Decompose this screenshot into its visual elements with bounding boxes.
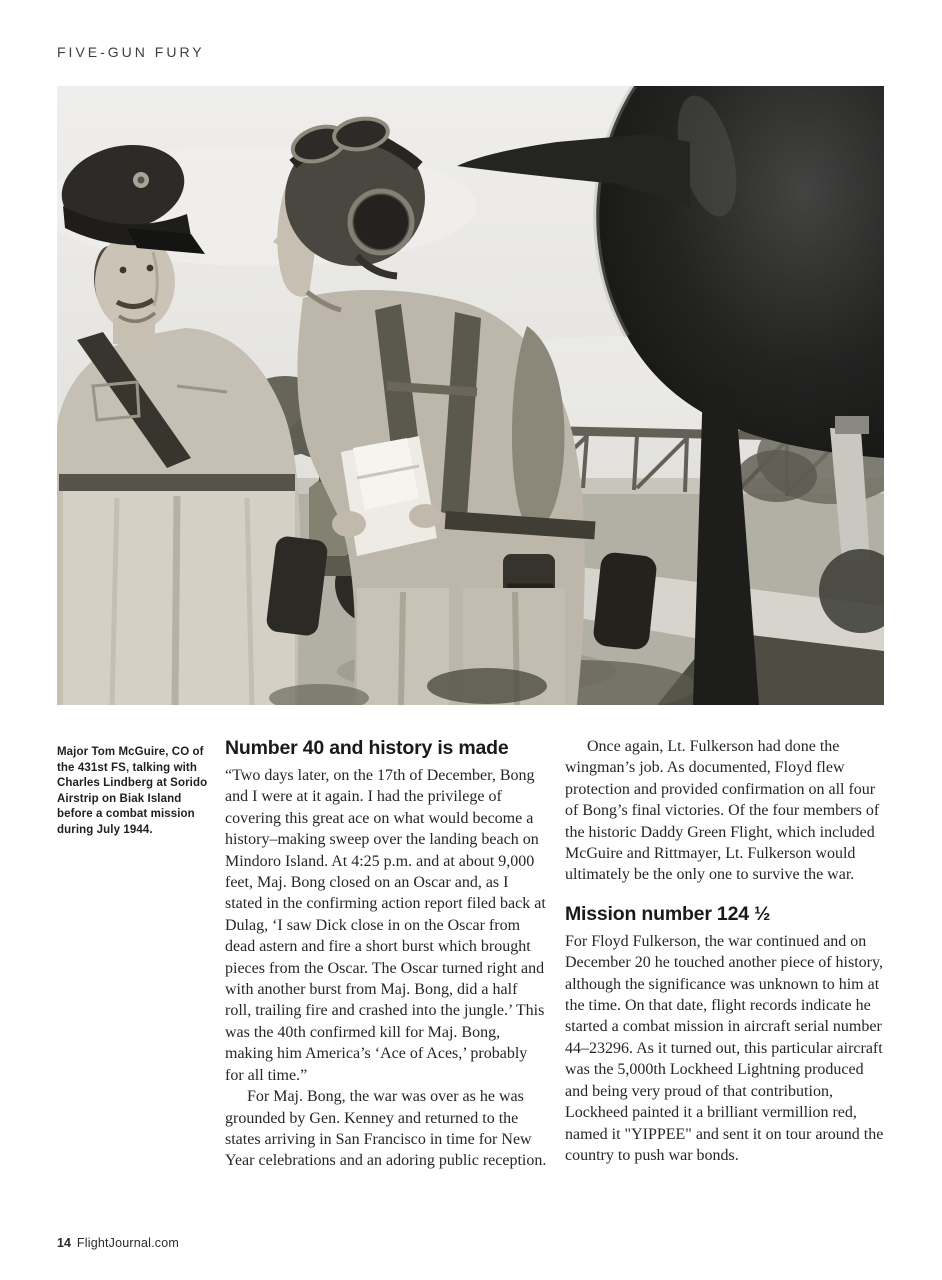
text-column-2 (565, 736, 887, 1166)
body-paragraph: Once again, Lt. Fulkerson had done the wingman’s job. As documented, Floyd flew protection and provided confirmation on all four of Bong’s final victories. Of the four members of the historic Daddy Green Flight, which included McGuire and Rittmayer, Lt. Fulkerson would ultimately be the only one to survive the war. (565, 738, 880, 884)
body-paragraph: For Floyd Fulkerson, the war continued and on December 20 he touched another piece of history, although the significance was unknown to him at the time. On that date, flight records indicate he started a combat mission in aircraft serial number 44–23296. As it turned out, this particular aircraft was the 5,000th Lockheed Lightning produced and being very proud of that contribution, Lockheed painted it a brilliant vermillion red, named it "YIPPEE" and sent it on tour around the country to push war bonds. (565, 932, 884, 1164)
text-column-1 (225, 736, 547, 1172)
hero-photo (57, 86, 884, 705)
photo-caption: Major Tom McGuire, CO of the 431st FS, talking with Charles Lindberg at Sorido Airstrip on Biak Island before a combat mission during July 1944. (57, 746, 208, 836)
section-heading-mission-124: Mission number 124 ½ (565, 902, 771, 925)
page-number: 14 (57, 1236, 71, 1250)
section-heading-number-40: Number 40 and history is made (225, 737, 509, 759)
hero-photo-illustration (57, 86, 884, 705)
article-kicker: FIVE-GUN FURY (57, 44, 205, 60)
page-footer (57, 1236, 179, 1250)
site-name: FlightJournal.com (76, 1236, 179, 1250)
body-paragraph: “Two days later, on the 17th of December, Bong and I were at it again. I had the privilege of covering this great ace on what would become a history–making sweep over the landing beach on Mindoro Island. At 4:25 p.m. and at about 9,000 feet, Maj. Bong closed on an Oscar and, as I stated in the confirming action report filed back at Dulag, ‘I saw Dick close in on the Oscar from dead astern and fire a short burst which brought pieces from the Oscar. The Oscar turned right and with another burst from Maj. Bong, did a half roll, trailing fire and crashed into the jungle.’ This was the 40th confirmed kill for Maj. Bong, making him America’s ‘Ace of Aces,’ probably for all time.” (225, 767, 546, 1084)
body-paragraph: For Maj. Bong, the war was over as he was grounded by Gen. Kenney and returned to the states arriving in San Francisco in time for New Year celebrations and an adoring public reception. (225, 1088, 547, 1170)
